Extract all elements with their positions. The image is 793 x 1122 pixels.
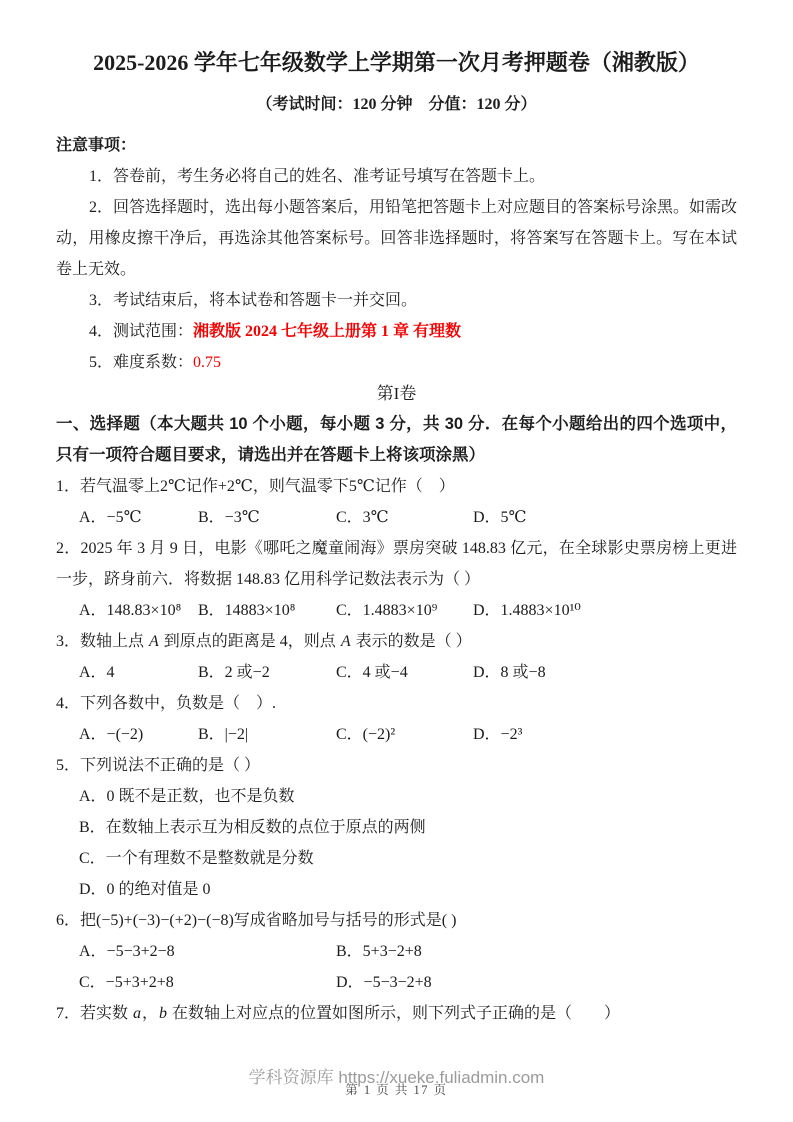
difficulty-label: 5．难度系数： xyxy=(89,354,194,371)
math-variable: a xyxy=(133,1005,142,1022)
exam-time-score-line: （考试时间：120 分钟 分值：120 分） xyxy=(256,96,537,113)
answer-option: A．−(−2) xyxy=(79,726,144,743)
notice-item-2: 2．回答选择题时，选出每小题答案后，用铅笔把答题卡上对应题目的答案标号涂黑。如需改动，用橡皮擦干净后，再选涂其他答案标号。回答非选择题时，将答案写在答题卡上。写在本试卷上无效。 xyxy=(56,199,738,278)
question-options xyxy=(56,781,737,905)
question-stem: 5．下列说法不正确的是（ ） xyxy=(56,757,261,774)
document-title: 2025-2026 学年七年级数学上学期第一次月考押题卷（湘教版） xyxy=(93,50,700,75)
question-options xyxy=(56,502,737,533)
answer-option: B．2 或−2 xyxy=(198,664,270,681)
question-6 xyxy=(56,905,737,998)
notice-item-5 xyxy=(56,347,737,378)
answer-option: A．148.83×10⁸ xyxy=(79,602,182,619)
question-stem: 2．2025 年 3 月 9 日，电影《哪吒之魔童闹海》票房突破 148.83 亿元，在全球影史票房榜上更进一步，跻身前六．将数据 148.83 亿用科学记数法表示为（ ） xyxy=(56,540,737,588)
question-options xyxy=(56,936,737,998)
answer-option: D．−2³ xyxy=(473,726,523,743)
question-stem: 6．把(−5)+(−3)−(+2)−(−8)写成省略加号与括号的形式是( ) xyxy=(56,912,457,929)
question-4 xyxy=(56,688,737,750)
questions xyxy=(56,471,737,1029)
question-2 xyxy=(56,533,737,626)
answer-option: C．(−2)² xyxy=(336,726,396,743)
answer-option: A．−5−3+2−8 xyxy=(79,943,175,960)
answer-option: B．−3℃ xyxy=(198,509,260,526)
question-stem: 3．数轴上点 A 到原点的距离是 4，则点 A 表示的数是（ ） xyxy=(56,633,472,650)
answer-option: D．5℃ xyxy=(473,509,527,526)
math-variable: A xyxy=(340,633,351,650)
section-one-heading: 一、选择题（本大题共 10 个小题，每小题 3 分，共 30 分．在每个小题给出的四个选项中，只有一项符合题目要求，请选出并在答题卡上将该项涂黑） xyxy=(56,415,737,464)
question-1 xyxy=(56,471,737,533)
question-5 xyxy=(56,750,737,905)
answer-option: C．4 或−4 xyxy=(336,664,408,681)
answer-option: D．8 或−8 xyxy=(473,664,546,681)
answer-option: B．|−2| xyxy=(198,726,249,743)
question-options xyxy=(56,595,737,626)
answer-option: B．14883×10⁸ xyxy=(198,602,296,619)
test-scope-value: 湘教版 2024 七年级上册第 1 章 有理数 xyxy=(193,323,462,340)
answer-option: D．0 的绝对值是 0 xyxy=(79,881,211,898)
page-number: 第 1 页 共 17 页 xyxy=(345,1083,448,1097)
answer-option: A．4 xyxy=(79,664,115,681)
notice-item-4 xyxy=(56,316,737,347)
notices-heading: 注意事项： xyxy=(56,137,137,154)
notice-item-1: 1．答卷前，考生务必将自己的姓名、准考证号填写在答题卡上。 xyxy=(89,168,546,185)
answer-option: C．1.4883×10⁹ xyxy=(336,602,438,619)
notice-item-3: 3．考试结束后，将本试卷和答题卡一并交回。 xyxy=(89,292,418,309)
question-7 xyxy=(56,998,737,1029)
answer-option: D．1.4883×10¹⁰ xyxy=(473,602,581,619)
answer-option: C．−5+3+2+8 xyxy=(79,974,174,991)
answer-option: C．3℃ xyxy=(336,509,389,526)
notices-section xyxy=(56,130,737,378)
test-scope-label: 4．测试范围： xyxy=(89,323,194,340)
part-label: 第I卷 xyxy=(376,384,417,403)
question-options xyxy=(56,657,737,688)
answer-option: C．一个有理数不是整数就是分数 xyxy=(79,850,314,867)
answer-option: A．0 既不是正数，也不是负数 xyxy=(79,788,295,805)
answer-option: B．5+3−2+8 xyxy=(336,943,422,960)
difficulty-value: 0.75 xyxy=(193,354,222,371)
watermark: 学科资源库 https://xueke.fuliadmin.com xyxy=(248,1068,545,1087)
math-variable: A xyxy=(149,633,159,650)
answer-option: B．在数轴上表示互为相反数的点位于原点的两侧 xyxy=(79,819,426,836)
answer-option: D．−5−3−2+8 xyxy=(336,974,432,991)
answer-option: A．−5℃ xyxy=(79,509,142,526)
math-variable: b xyxy=(159,1005,168,1022)
question-stem: 1．若气温零上2℃记作+2℃，则气温零下5℃记作（ ） xyxy=(56,478,455,495)
question-stem: 7．若实数 a，b 在数轴上对应点的位置如图所示，则下列式子正确的是（ ） xyxy=(56,1005,621,1022)
question-options xyxy=(56,719,737,750)
question-3 xyxy=(56,626,737,688)
question-stem: 4．下列各数中，负数是（ ）. xyxy=(56,695,277,712)
